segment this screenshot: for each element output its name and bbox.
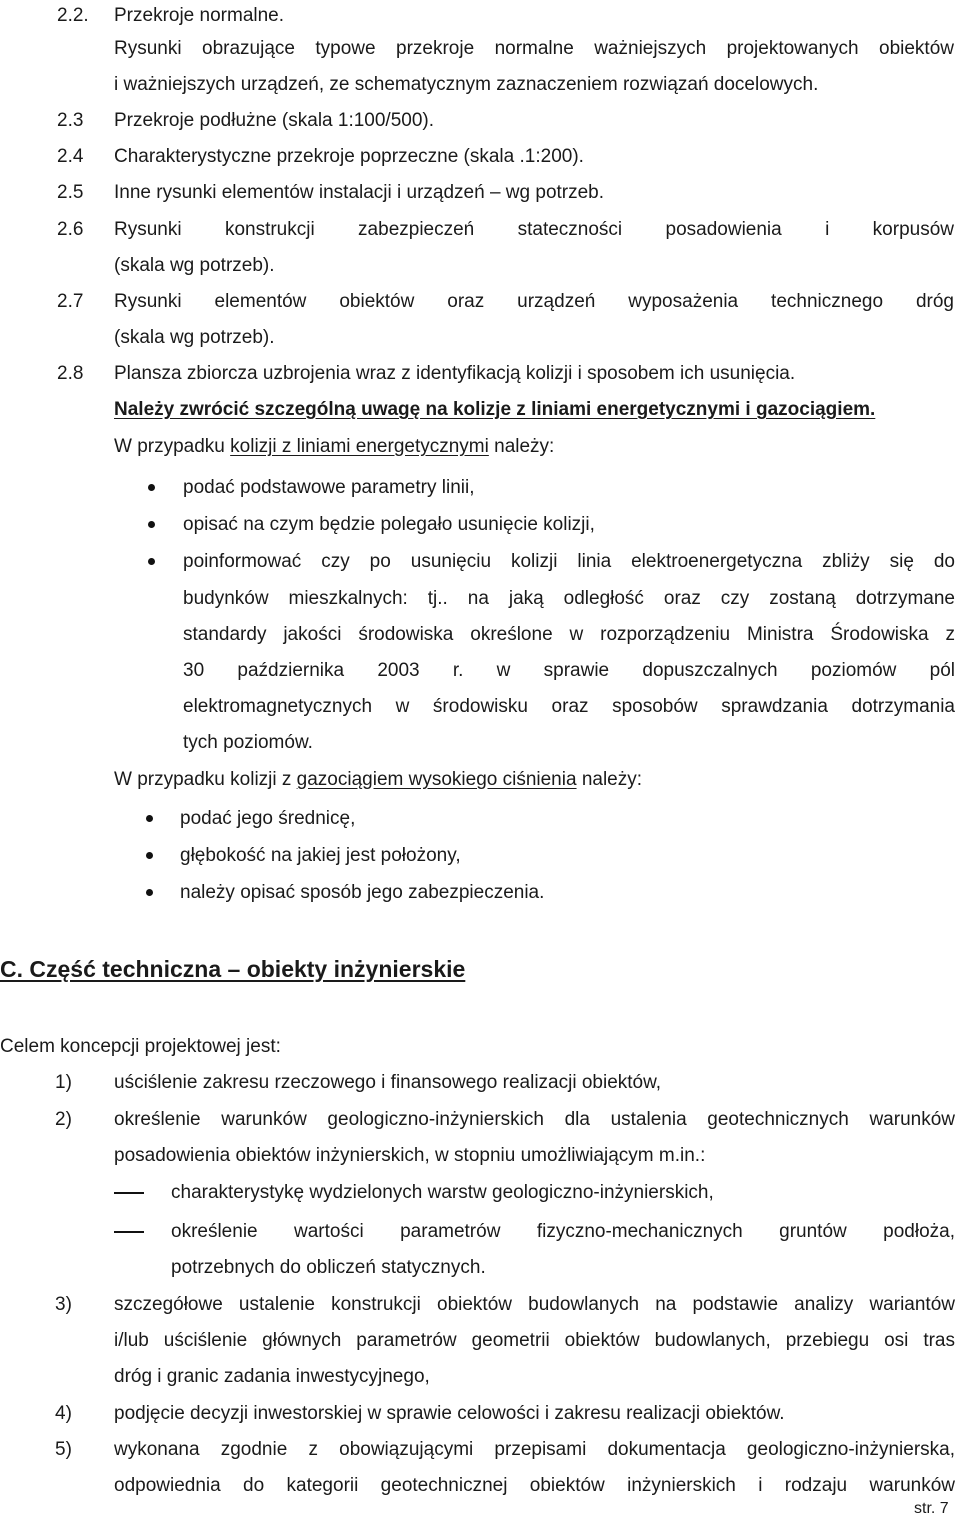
list-number-1: 1) <box>55 1072 72 1093</box>
list-item-2-dash-1: charakterystykę wydzielonych warstw geologiczno-inżynierskich, <box>171 1182 714 1203</box>
section-number-2-6: 2.6 <box>57 219 84 240</box>
section-2-5-text: Inne rysunki elementów instalacji i urządzeń – wg potrzeb. <box>114 182 605 203</box>
list-item-2-dash-2-line1: określenie wartości parametrów fizyczno-mechanicznych gruntów podłoża, <box>171 1221 955 1242</box>
energy-bullet-3-line2: budynków mieszkalnych: tj.. na jaką odległość oraz czy zostaną dotrzymane <box>183 588 955 609</box>
section-c-intro: Celem koncepcji projektowej jest: <box>0 1036 281 1057</box>
bullet-icon <box>148 521 155 528</box>
section-2-6-text-line1: Rysunki konstrukcji zabezpieczeń stateczności posadowienia i korpusów <box>114 219 954 240</box>
page-number: str. 7 <box>914 1500 949 1517</box>
list-number-2: 2) <box>55 1109 72 1130</box>
section-2-8-note: Należy zwrócić szczególną uwagę na kolizje z liniami energetycznymi i gazociągiem. <box>114 399 876 420</box>
gas-intro: W przypadku kolizji z gazociągiem wysokiego ciśnienia należy: <box>114 769 643 790</box>
section-number-2-4: 2.4 <box>57 146 84 167</box>
list-item-2-line1: określenie warunków geologiczno-inżynierskich dla ustalenia geotechnicznych warunków <box>114 1109 955 1130</box>
section-c-heading: C. Część techniczna – obiekty inżynierskie <box>0 956 466 982</box>
energy-bullet-1: podać podstawowe parametry linii, <box>183 477 475 498</box>
section-2-4-text: Charakterystyczne przekroje poprzeczne (skala .1:200). <box>114 146 584 167</box>
energy-intro: W przypadku kolizji z liniami energetycznymi należy: <box>114 436 555 457</box>
list-item-5-line1: wykonana zgodnie z obowiązującymi przepisami dokumentacja geologiczno-inżynierska, <box>114 1439 955 1460</box>
list-item-4: podjęcie decyzji inwestorskiej w sprawie celowości i zakresu realizacji obiektów. <box>114 1403 785 1424</box>
section-number-2-2: 2.2. <box>57 5 89 26</box>
section-2-2-text-line2: i ważniejszych urządzeń, ze schematycznym zaznaczeniem rozwiązań docelowych. <box>114 74 819 95</box>
list-number-4: 4) <box>55 1403 72 1424</box>
energy-bullet-3-line5: elektromagnetycznych w środowisku oraz sposobów sprawdzania dotrzymania <box>183 696 955 717</box>
list-item-3-line1: szczegółowe ustalenie konstrukcji obiektów budowlanych na podstawie analizy wariantów <box>114 1294 955 1315</box>
section-number-2-3: 2.3 <box>57 110 84 131</box>
gas-bullet-2: głębokość na jakiej jest położony, <box>180 845 461 866</box>
bullet-icon <box>146 852 153 859</box>
list-item-2-line2: posadowienia obiektów inżynierskich, w stopniu umożliwiającym m.in.: <box>114 1145 706 1166</box>
section-2-8-text: Plansza zbiorcza uzbrojenia wraz z identyfikacją kolizji i sposobem ich usunięcia. <box>114 363 796 384</box>
section-title-2-2: Przekroje normalne. <box>114 5 285 26</box>
section-2-7-text-line2: (skala wg potrzeb). <box>114 327 275 348</box>
bullet-icon <box>146 889 153 896</box>
list-item-3-line3: dróg i granic zadania inwestycyjnego, <box>114 1366 430 1387</box>
list-item-2-dash-2-line2: potrzebnych do obliczeń statycznych. <box>171 1257 486 1278</box>
energy-bullet-2: opisać na czym będzie polegało usunięcie kolizji, <box>183 514 595 535</box>
section-2-7-text-line1: Rysunki elementów obiektów oraz urządzeń wyposażenia technicznego dróg <box>114 291 954 312</box>
section-2-3-text: Przekroje podłużne (skala 1:100/500). <box>114 110 435 131</box>
dash-icon <box>114 1231 144 1233</box>
section-2-6-text-line2: (skala wg potrzeb). <box>114 255 275 276</box>
section-number-2-5: 2.5 <box>57 182 84 203</box>
gas-bullet-3: należy opisać sposób jego zabezpieczenia. <box>180 882 545 903</box>
dash-icon <box>114 1192 144 1194</box>
list-number-3: 3) <box>55 1294 72 1315</box>
list-item-1: uściślenie zakresu rzeczowego i finansowego realizacji obiektów, <box>114 1072 662 1093</box>
bullet-icon <box>146 815 153 822</box>
bullet-icon <box>148 484 155 491</box>
energy-bullet-3-line4: 30 października 2003 r. w sprawie dopuszczalnych poziomów pól <box>183 660 955 681</box>
list-number-5: 5) <box>55 1439 72 1460</box>
section-number-2-7: 2.7 <box>57 291 84 312</box>
list-item-5-line2: odpowiednia do kategorii geotechnicznej obiektów inżynierskich i rodzaju warunków <box>114 1475 955 1496</box>
energy-bullet-3-line3: standardy jakości środowiska określone w rozporządzeniu Ministra Środowiska z <box>183 624 955 645</box>
list-item-3-line2: i/lub uściślenie głównych parametrów geometrii obiektów budowlanych, przebiegu osi tras <box>114 1330 955 1351</box>
energy-bullet-3-line1: poinformować czy po usunięciu kolizji linia elektroenergetyczna zbliży się do <box>183 551 955 572</box>
section-number-2-8: 2.8 <box>57 363 84 384</box>
section-2-2-text-line1: Rysunki obrazujące typowe przekroje normalne ważniejszych projektowanych obiektów <box>114 38 954 59</box>
bullet-icon <box>148 558 155 565</box>
gas-bullet-1: podać jego średnicę, <box>180 808 356 829</box>
energy-bullet-3-line6: tych poziomów. <box>183 732 313 753</box>
